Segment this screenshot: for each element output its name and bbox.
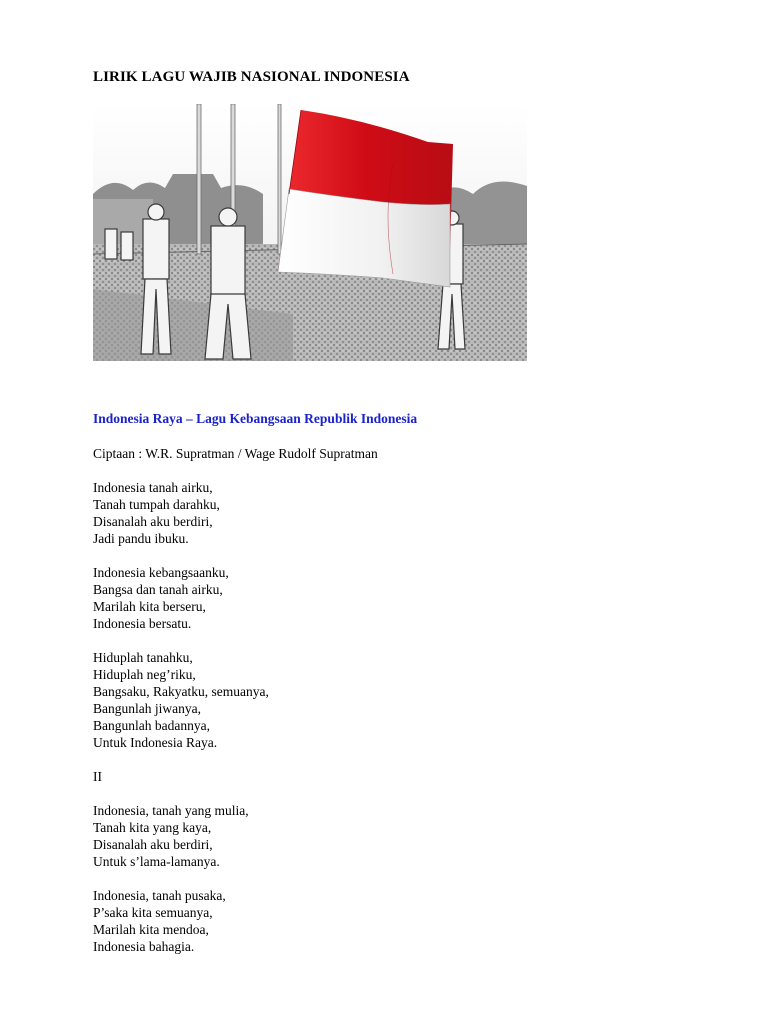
lyric-line: Bangunlah badannya,: [93, 718, 210, 733]
lyric-line: Untuk Indonesia Raya.: [93, 735, 218, 750]
lyric-line: Jadi pandu ibuku.: [93, 531, 189, 546]
lyric-line: Bangsaku, Rakyatku, semuanya,: [93, 684, 269, 699]
lyric-line: Indonesia bersatu.: [93, 616, 192, 631]
lyric-line: Hiduplah tanahku,: [93, 650, 193, 665]
lyric-line: Indonesia tanah airku,: [93, 480, 213, 495]
flag-ceremony-image: [93, 104, 527, 361]
lyric-line: P’saka kita semuanya,: [93, 905, 213, 920]
document-title: LIRIK LAGU WAJIB NASIONAL INDONESIA: [93, 69, 410, 85]
composer-credit: Ciptaan : W.R. Supratman / Wage Rudolf Supratman: [93, 446, 378, 461]
lyric-line: Indonesia, tanah yang mulia,: [93, 803, 249, 818]
lyric-line: Disanalah aku berdiri,: [93, 514, 213, 529]
verse-marker: II: [93, 769, 102, 784]
lyric-line: Marilah kita mendoa,: [93, 922, 209, 937]
lyric-line: Tanah tumpah darahku,: [93, 497, 220, 512]
lyric-line: Tanah kita yang kaya,: [93, 820, 212, 835]
lyric-line: Bangsa dan tanah airku,: [93, 582, 223, 597]
lyric-line: Disanalah aku berdiri,: [93, 837, 213, 852]
lyric-line: Indonesia kebangsaanku,: [93, 565, 229, 580]
song-title: Indonesia Raya – Lagu Kebangsaan Republik Indonesia: [93, 411, 418, 426]
lyric-line: Untuk s’lama-lamanya.: [93, 854, 220, 869]
lyric-line: Indonesia bahagia.: [93, 939, 195, 954]
lyric-line: Indonesia, tanah pusaka,: [93, 888, 226, 903]
flag-raising-illustration: [93, 104, 527, 361]
lyric-line: Hiduplah neg’riku,: [93, 667, 196, 682]
lyric-line: Marilah kita berseru,: [93, 599, 206, 614]
lyric-line: Bangunlah jiwanya,: [93, 701, 201, 716]
